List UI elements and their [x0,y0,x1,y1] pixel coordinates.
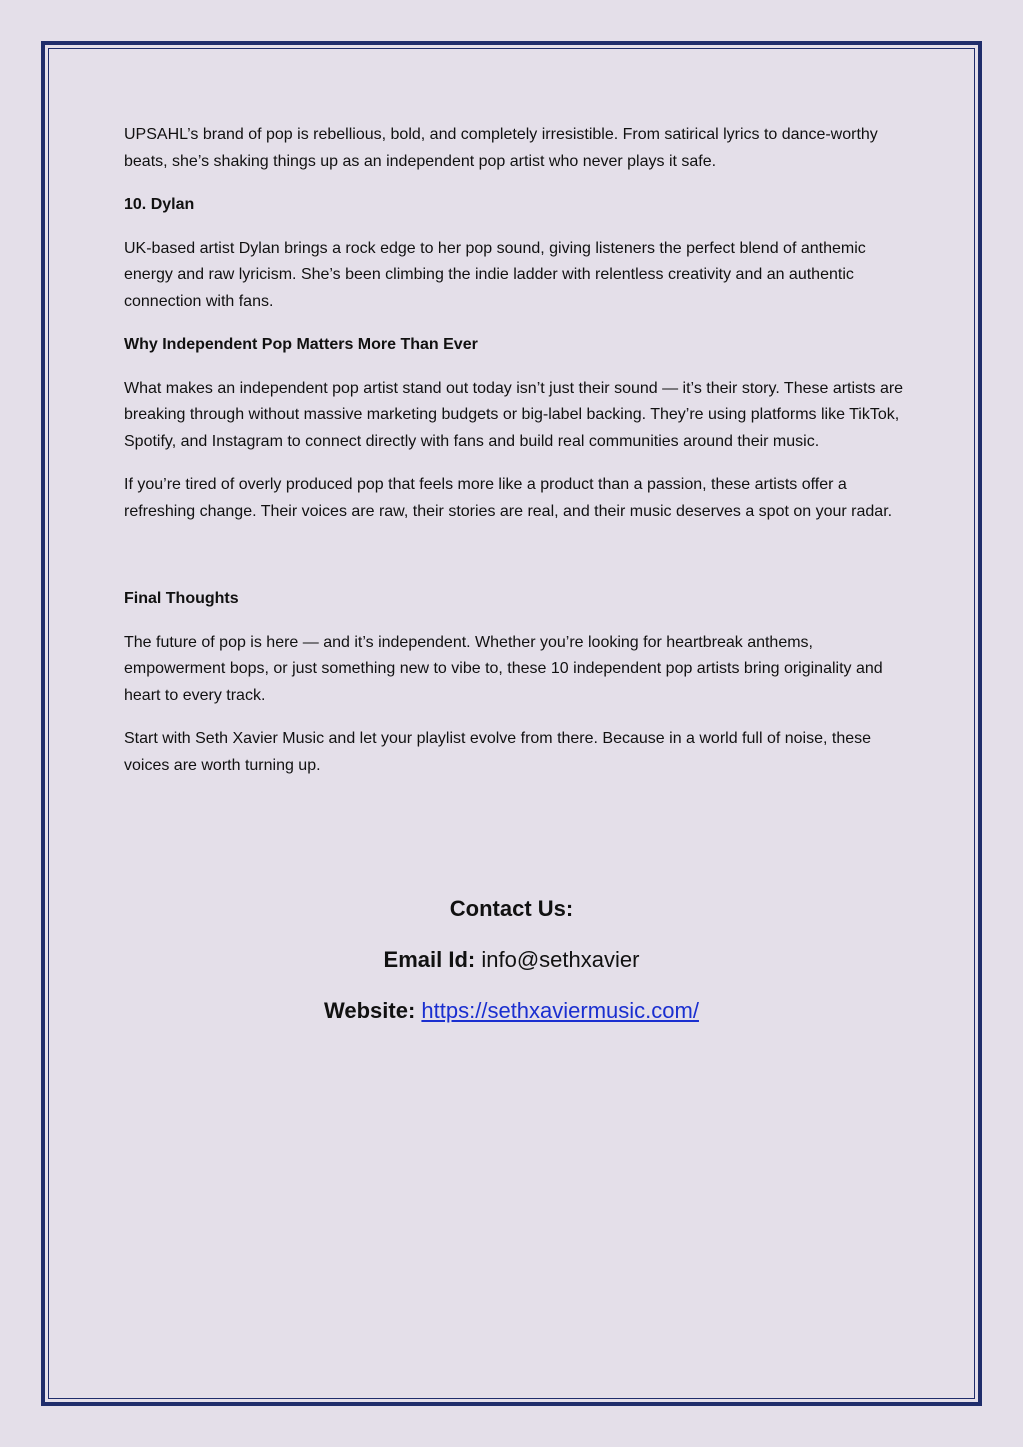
section-paragraph-dylan: UK-based artist Dylan brings a rock edge to her pop sound, giving listeners the perfect blend of anthemic energy and raw lyricism. She’s been climbing the indie ladder with relentless creativity and an authentic connection with fans. [124,239,866,310]
section-heading-final: Final Thoughts [124,590,239,607]
why-paragraph-1: What makes an independent pop artist stand out today isn’t just their sound — it’s their story. These artists are breaking through without massive marketing budgets or big-label backing. They’re using platforms like TikTok, Spotify, and Instagram to connect directly with fans and build real communities around their music. [124,379,904,450]
website-label: Website: [324,998,416,1023]
spacer [124,542,904,586]
contact-heading-text: Contact Us: [449,896,574,921]
section-heading-why: Why Independent Pop Matters More Than Ever [124,336,478,353]
final-paragraph-2: Start with Seth Xavier Music and let your playlist evolve from there. Because in a world full of noise, these voices are worth turning up. [124,730,872,774]
article-body [124,122,904,796]
final-paragraph-1: The future of pop is here — and it’s independent. Whether you’re looking for heartbreak anthems, empowerment bops, or just something new to vibe to, these 10 independent pop artists bring originality and heart to every track. [124,633,883,704]
intro-paragraph: UPSAHL’s brand of pop is rebellious, bold, and completely irresistible. From satirical lyrics to dance-worthy beats, she’s shaking things up as an independent pop artist who never plays it safe. [124,126,878,170]
section-heading-dylan: 10. Dylan [124,196,195,213]
contact-heading [48,896,975,922]
contact-email-line [48,947,975,973]
contact-website-line [48,998,975,1024]
email-label: Email Id: [383,947,476,972]
email-value: info@sethxavier [481,947,640,972]
website-link[interactable]: https://sethxaviermusic.com/ [421,998,699,1023]
why-paragraph-2: If you’re tired of overly produced pop that feels more like a product than a passion, these artists offer a refreshing change. Their voices are raw, their stories are real, and their music deserves a spot on your radar. [124,476,893,520]
